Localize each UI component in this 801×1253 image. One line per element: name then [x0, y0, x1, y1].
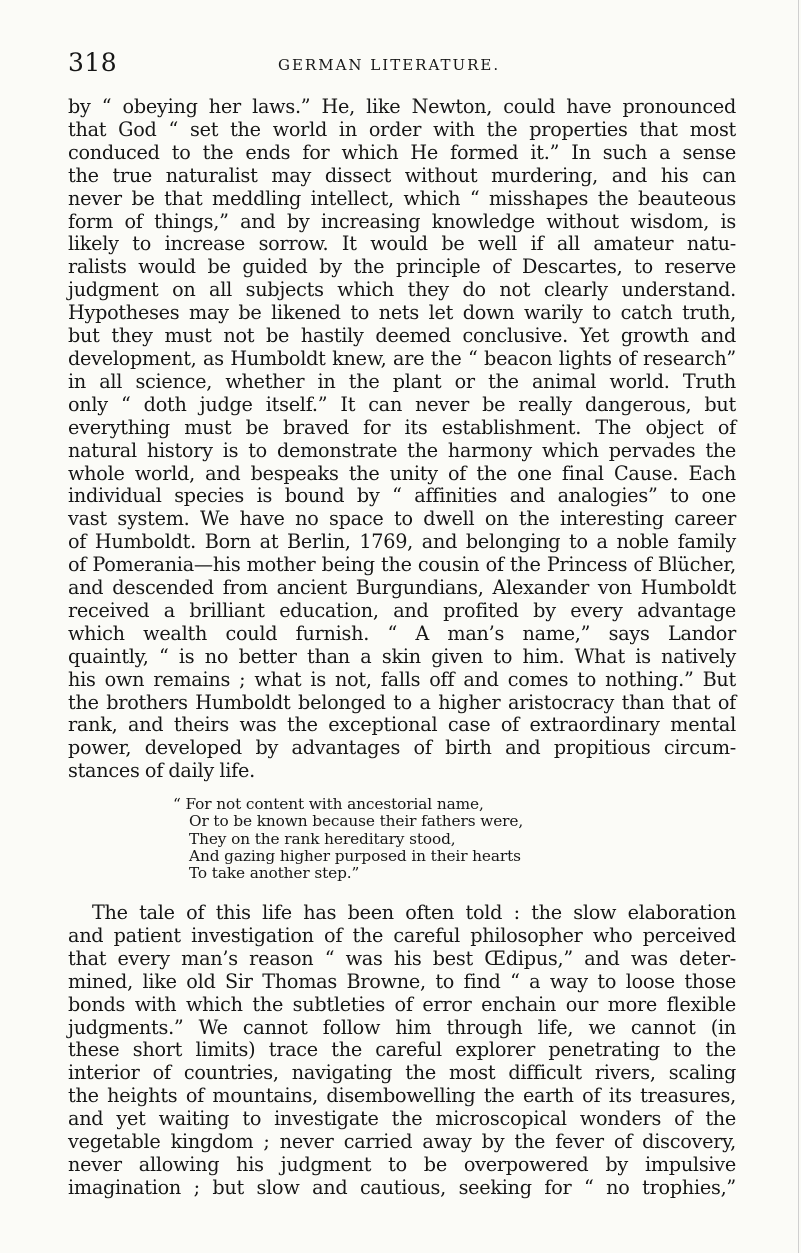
text-line: likely to increase sorrow. It would be well if all amateur natu-	[68, 232, 736, 256]
paragraph-2	[68, 902, 736, 1200]
text-line: vast system. We have no space to dwell on the interesting career	[68, 507, 736, 531]
verse-line: They on the rank hereditary stood,	[189, 829, 456, 848]
text-line: everything must be braved for its establishment. The object of	[68, 415, 736, 439]
text-line: ralists would be guided by the principle of Descartes, to reserve	[68, 255, 736, 279]
text-line: of Humboldt. Born at Berlin, 1769, and belonging to a noble family	[68, 530, 736, 554]
text-line: bonds with which the subtleties of error enchain our more flexible	[68, 992, 736, 1016]
text-line: natural history is to demonstrate the harmony which pervades the	[68, 438, 736, 462]
text-line: in all science, whether in the plant or the animal world. Truth	[68, 369, 736, 393]
text-line: whole world, and bespeaks the unity of the one final Cause. Each	[68, 461, 736, 485]
text-line: conduced to the ends for which He formed it.” In such a sense	[68, 140, 736, 164]
text-line: his own remains ; what is not, falls off and comes to nothing.” But	[68, 667, 736, 691]
text-line: vegetable kingdom ; never carried away by the fever of discovery,	[68, 1130, 736, 1154]
text-line: rank, and theirs was the exceptional case of extraordinary mental	[68, 713, 736, 737]
text-line: and descended from ancient Burgundians, Alexander von Humboldt	[68, 576, 736, 600]
text-line: form of things,” and by increasing knowledge without wisdom, is	[68, 209, 736, 233]
text-line: but they must not be hastily deemed conclusive. Yet growth and	[68, 324, 736, 348]
verse-quotation	[173, 796, 613, 882]
text-line: never be that meddling intellect, which “ misshapes the beauteous	[68, 186, 736, 210]
text-line: that God “ set the world in order with the properties that most	[68, 117, 736, 141]
text-line: of Pomerania—his mother being the cousin of the Princess of Blücher,	[68, 553, 736, 577]
text-line: only “ doth judge itself.” It can never be really dangerous, but	[68, 392, 736, 416]
paragraph-1	[68, 96, 736, 783]
text-line: power, developed by advantages of birth and propitious circum-	[68, 736, 736, 760]
text-line: development, as Humboldt knew, are the “ beacon lights of research”	[68, 346, 736, 370]
text-line: the brothers Humboldt belonged to a higher aristocracy than that of	[68, 690, 736, 714]
text-line: judgments.” We cannot follow him through life, we cannot (in	[68, 1015, 736, 1039]
text-line: Hypotheses may be likened to nets let down warily to catch truth,	[68, 301, 736, 325]
verse-line: And gazing higher purposed in their hearts	[189, 846, 521, 865]
text-line: judgment on all subjects which they do not clearly understand.	[68, 278, 736, 302]
page-edge-line	[798, 0, 799, 1253]
verse-line: “ For not content with ancestorial name,	[173, 795, 484, 813]
text-line: that every man’s reason “ was his best Œdipus,” and was deter-	[68, 946, 736, 970]
page-number: 318	[68, 48, 118, 77]
text-line: The tale of this life has been often told : the slow elaboration	[92, 901, 736, 924]
page-header	[68, 48, 736, 76]
text-line: quaintly, “ is no better than a skin given to him. What is natively	[68, 644, 736, 668]
text-line: received a brilliant education, and profited by every advantage	[68, 598, 736, 622]
text-line: imagination ; but slow and cautious, seeking for “ no trophies,”	[68, 1175, 736, 1199]
text-line: and yet waiting to investigate the microscopical wonders of the	[68, 1107, 736, 1131]
verse-line: To take another step.”	[189, 864, 360, 883]
text-line: which wealth could furnish. “ A man’s name,” says Landor	[68, 621, 736, 645]
text-line: interior of countries, navigating the most difficult rivers, scaling	[68, 1061, 736, 1085]
text-line: stances of daily life.	[68, 759, 255, 783]
text-line: individual species is bound by “ affinities and analogies” to one	[68, 484, 736, 508]
text-line: never allowing his judgment to be overpowered by impulsive	[68, 1152, 736, 1176]
text-line: by “ obeying her laws.” He, like Newton, could have pronounced	[68, 95, 736, 118]
text-line: these short limits) trace the careful explorer penetrating to the	[68, 1038, 736, 1062]
verse-line: Or to be known because their fathers were,	[189, 812, 524, 831]
text-line: the true naturalist may dissect without murdering, and his can	[68, 163, 736, 187]
text-line: and patient investigation of the careful philosopher who perceived	[68, 923, 736, 947]
running-head: GERMAN LITERATURE.	[278, 56, 501, 74]
text-line: mined, like old Sir Thomas Browne, to find “ a way to loose those	[68, 969, 736, 993]
text-line: the heights of mountains, disembowelling the earth of its treasures,	[68, 1084, 736, 1108]
